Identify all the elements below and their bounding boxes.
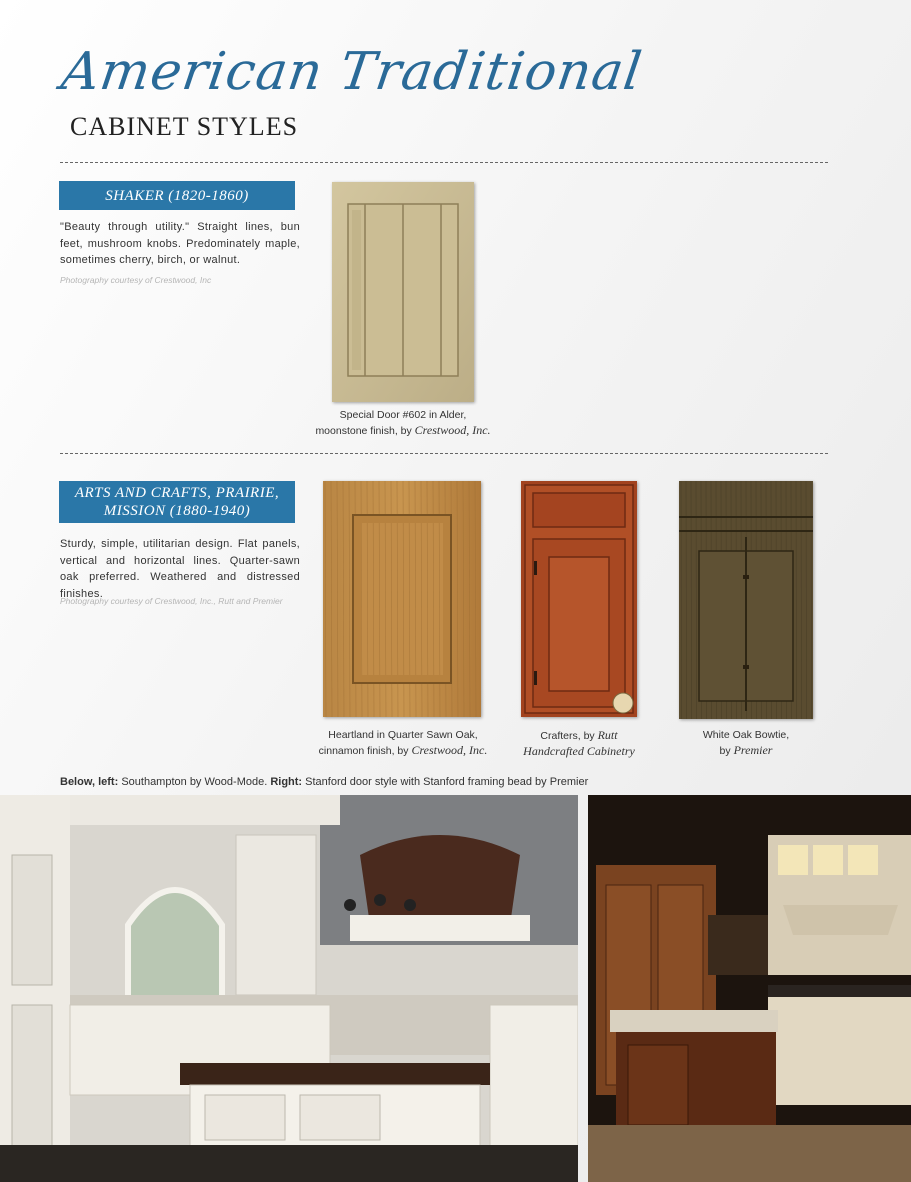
heartland-caption-brand: Crestwood, Inc.	[411, 743, 488, 757]
stanford-kitchen-photo	[588, 795, 911, 1182]
bowtie-door-caption	[670, 728, 822, 759]
bottom-photos-caption	[60, 776, 588, 788]
shaker-description: "Beauty through utility." Straight lines, bun feet, mushroom knobs. Predominately maple, sometimes cherry, birch, or walnut.	[60, 221, 300, 266]
divider-top	[60, 162, 828, 163]
shaker-door-caption	[300, 408, 506, 439]
shaker-caption-brand: Crestwood, Inc.	[414, 423, 491, 437]
bowtie-caption-brand: Premier	[733, 743, 773, 757]
caption-right-text: Stanford door style with Stanford framing bead by Premier	[302, 776, 589, 788]
arts-crafts-description: Sturdy, simple, utilitarian design. Flat panels, vertical and horizontal lines. Quarter-sawn oak preferred. Weathered and distressed finishes.	[60, 538, 300, 600]
caption-right-label: Right:	[270, 776, 303, 788]
heartland-door-caption	[305, 728, 501, 759]
shaker-credit: Photography courtesy of Crestwood, Inc	[60, 275, 212, 285]
arts-crafts-banner-line1: ARTS AND CRAFTS, PRAIRIE,	[74, 485, 280, 501]
caption-below-left-label: Below, left:	[60, 776, 119, 788]
bowtie-caption-line2: by	[719, 745, 731, 757]
crafters-door-caption	[509, 728, 649, 759]
heartland-caption-line1: Heartland in Quarter Sawn Oak,	[328, 729, 478, 741]
shaker-caption-line2: moonstone finish, by	[315, 425, 412, 437]
heartland-door-image	[323, 481, 481, 717]
arts-crafts-banner	[59, 481, 295, 523]
divider-middle	[60, 453, 828, 454]
caption-below-left-text: Southampton by Wood-Mode.	[118, 776, 271, 788]
southampton-kitchen-photo	[0, 795, 578, 1182]
shaker-caption-line1: Special Door #602 in Alder,	[339, 409, 467, 421]
shaker-banner-label: SHAKER (1820-1860)	[105, 187, 249, 204]
arts-crafts-banner-line2: MISSION (1880-1940)	[103, 503, 251, 519]
crafters-caption-brand1: Rutt	[597, 728, 618, 742]
crafters-door-image	[521, 481, 637, 717]
bowtie-door-image	[679, 481, 813, 719]
page-subtitle: CABINET STYLES	[70, 112, 299, 141]
heartland-caption-line2: cinnamon finish, by	[318, 745, 409, 757]
crafters-caption-brand2: Handcrafted Cabinetry	[523, 744, 635, 758]
bowtie-caption-line1: White Oak Bowtie,	[702, 729, 790, 741]
page-title-script: American Traditional	[57, 42, 646, 102]
crafters-caption-line1: Crafters, by	[540, 730, 595, 742]
shaker-banner	[59, 181, 295, 210]
arts-crafts-credit: Photography courtesy of Crestwood, Inc., Rutt and Premier	[60, 596, 283, 606]
shaker-door-image	[332, 182, 474, 402]
